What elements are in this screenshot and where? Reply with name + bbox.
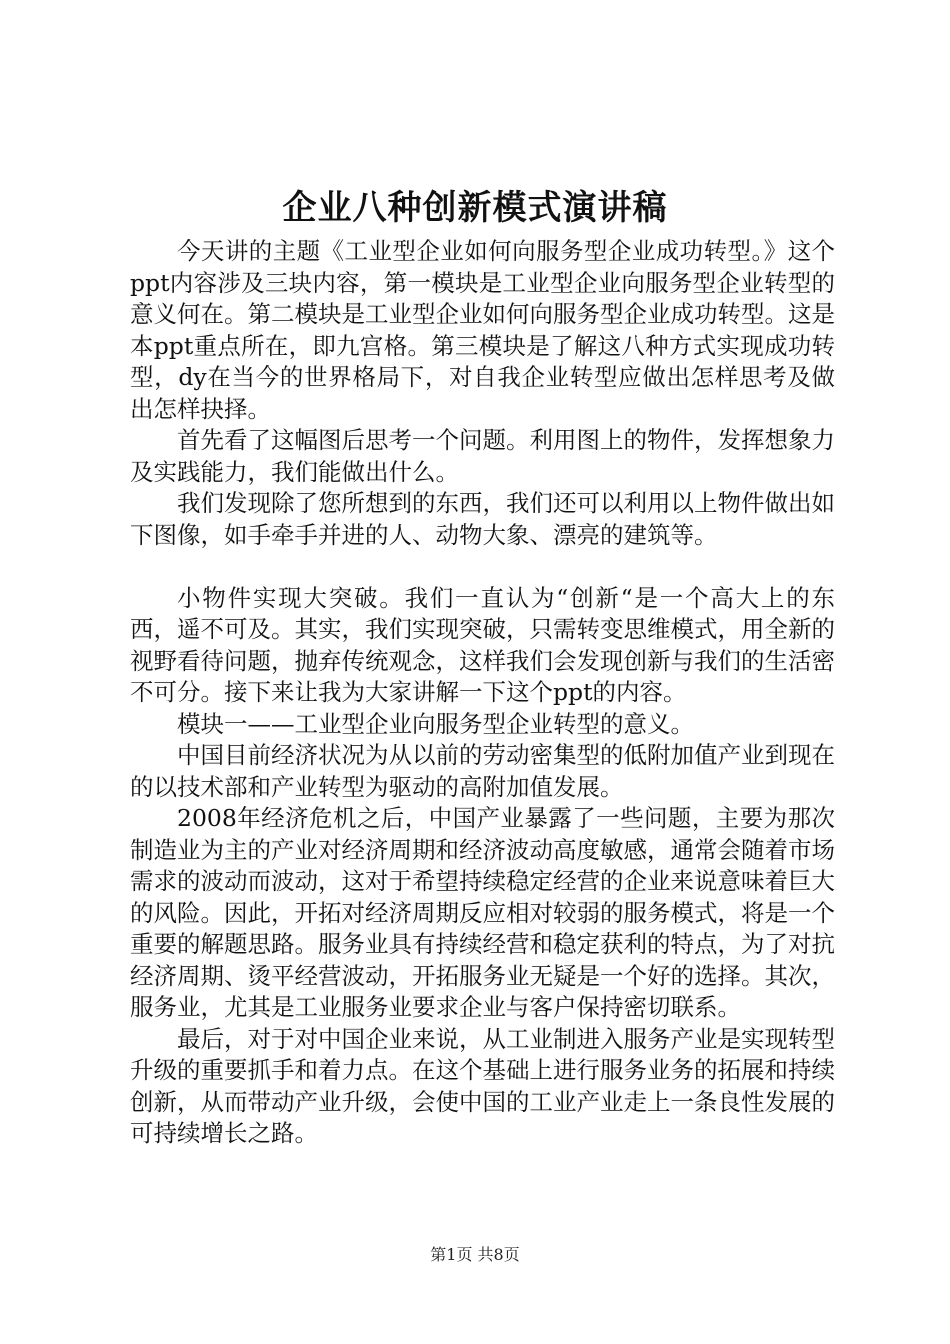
paragraph: 首先看了这幅图后思考一个问题。利用图上的物件，发挥想象力及实践能力，我们能做出什么。 <box>130 426 835 486</box>
document-title: 企业八种创新模式演讲稿 <box>282 188 668 228</box>
paragraph: 今天讲的主题《工业型企业如何向服务型企业成功转型。》这个ppt内容涉及三块内容，第一模块是工业型企业向服务型企业转型的意义何在。第二模块是工业型企业如何向服务型企业成功转型。这是本ppt重点所在，即九宫格。第三模块是了解这八种方式实现成功转型，dy在当今的世界格局下，对自我企业转型应做出怎样思考及做出怎样抉择。 <box>130 237 835 423</box>
paragraph: 我们发现除了您所想到的东西，我们还可以利用以上物件做出如下图像，如手牵手并进的人、动物大象、漂亮的建筑等。 <box>130 489 835 549</box>
document-body <box>130 236 835 1150</box>
page-footer: 第1页 共8页 <box>430 1245 520 1264</box>
paragraph: 小物件实现大突破。我们一直认为“创新“是一个高大上的东西，遥不可及。其实，我们实现突破，只需转变思维模式，用全新的视野看待问题，抛弃传统观念，这样我们会发现创新与我们的生活密不可分。接下来让我为大家讲解一下这个ppt的内容。 <box>130 583 835 706</box>
paragraph: 模块一——工业型企业向服务型企业转型的意义。 <box>177 709 694 738</box>
paragraph: 中国目前经济状况为从以前的劳动密集型的低附加值产业到现在的以技术部和产业转型为驱动的高附加值发展。 <box>130 741 835 801</box>
paragraph: 2008年经济危机之后，中国产业暴露了一些问题，主要为那次制造业为主的产业对经济周期和经济波动高度敏感，通常会随着市场需求的波动而波动，这对于希望持续稳定经营的企业来说意味着巨大的风险。因此，开拓对经济周期反应相对较弱的服务模式，将是一个重要的解题思路。服务业具有持续经营和稳定获利的特点，为了对抗经济周期、烫平经营波动，开拓服务业无疑是一个好的选择。其次，服务业，尤其是工业服务业要求企业与客户保持密切联系。 <box>130 804 835 1021</box>
paragraph: 最后，对于对中国企业来说，从工业制进入服务产业是实现转型升级的重要抓手和着力点。在这个基础上进行服务业务的拓展和持续创新，从而带动产业升级，会使中国的工业产业走上一条良性发展的可持续增长之路。 <box>130 1024 835 1147</box>
